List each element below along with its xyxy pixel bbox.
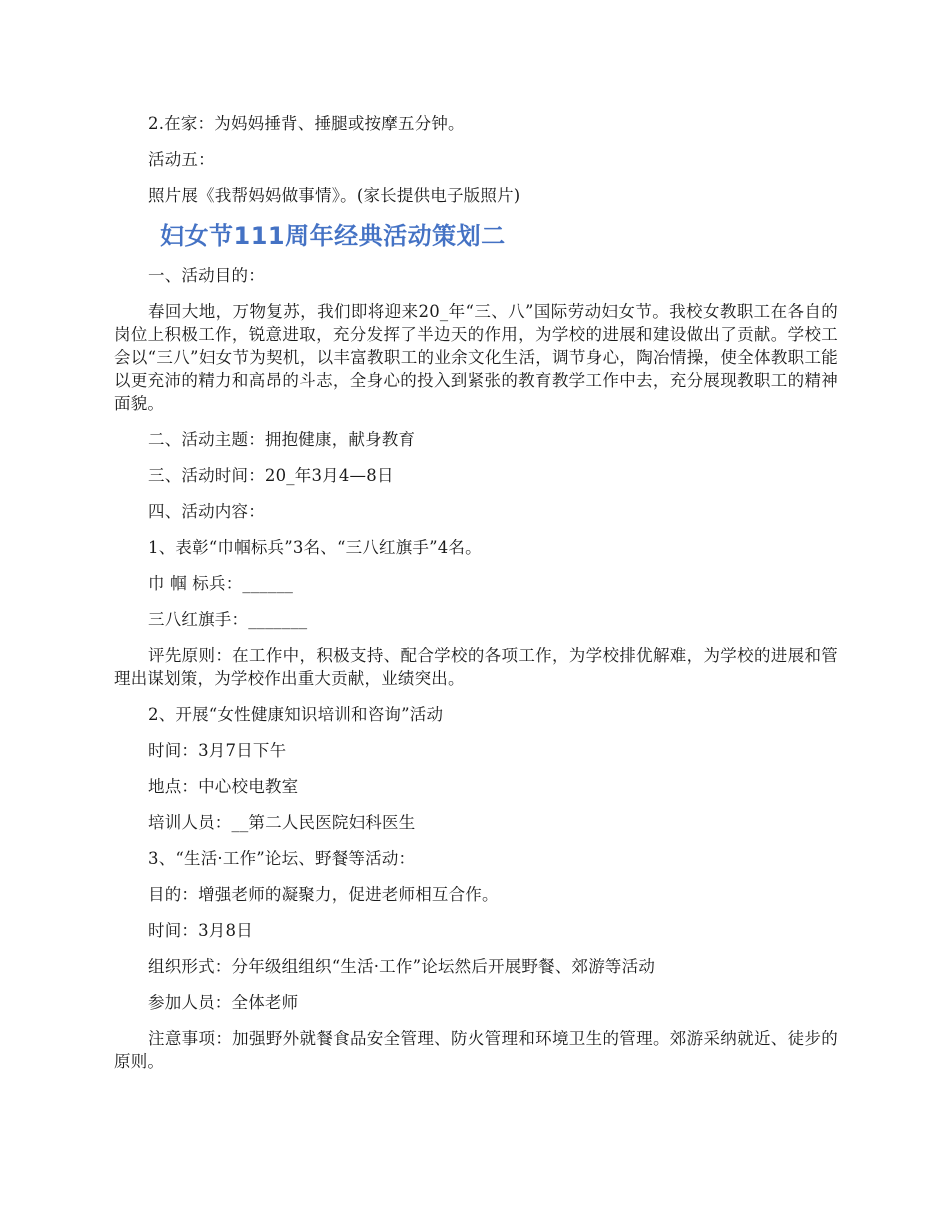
paragraph-content-title: 四、活动内容： [148,502,265,521]
paragraph-photo-exhibit: 照片展《我帮妈妈做事情》。(家长提供电子版照片) [148,186,521,205]
section-heading: 妇女节111周年经典活动策划二 [160,222,506,250]
paragraph-purpose-title: 一、活动目的： [148,266,265,285]
paragraph-purpose-body: 春回大地，万物复苏，我们即将迎来20_年“三、八”国际劳动妇女节。我校女教职工在各自的岗位上积极工作，锐意进取，充分发挥了半边天的作用，为学校的进展和建设做出了贡献。学校工会以“三八”妇女节为契机，以丰富教职工的业余文化生活，调节身心，陶冶情操，使全体教职工能以更充沛的精力和高昂的斗志，全身心的投入到紧张的教育教学工作中去，充分展现教职工的精神面貌。 [114,302,838,413]
paragraph-health-training: 2、开展“女性健康知识培训和咨询”活动 [148,705,444,724]
paragraph-commendation: 1、表彰“巾帼标兵”3名、“三八红旗手”4名。 [148,538,482,557]
paragraph-home-task: 2.在家：为妈妈捶背、捶腿或按摩五分钟。 [148,114,465,133]
paragraph-activity-five: 活动五： [148,150,215,169]
paragraph-model-worker-blank: 巾 帼 标兵：______ [148,574,294,593]
paragraph-precautions: 注意事项：加强野外就餐食品安全管理、防火管理和环境卫生的管理。郊游采纳就近、徒步的原则。 [114,1029,838,1071]
paragraph-theme: 二、活动主题：拥抱健康，献身教育 [148,430,416,449]
paragraph-forum-time: 时间：3月8日 [148,921,253,940]
paragraph-organization-form: 组织形式：分年级组组织“生活·工作”论坛然后开展野餐、郊游等活动 [148,957,656,976]
paragraph-training-staff: 培训人员：__第二人民医院妇科医生 [148,813,416,832]
paragraph-forum-picnic: 3、“生活·工作”论坛、野餐等活动： [148,849,416,868]
paragraph-forum-goal: 目的：增强老师的凝聚力，促进老师相互合作。 [148,885,499,904]
paragraph-training-time: 时间：3月7日下午 [148,741,287,760]
paragraph-selection-principle: 评先原则：在工作中，积极支持、配合学校的各项工作，为学校排优解难，为学校的进展和管理出谋划策，为学校作出重大贡献，业绩突出。 [114,646,838,688]
paragraph-time: 三、活动时间：20_年3月4—8日 [148,466,394,485]
paragraph-training-location: 地点：中心校电教室 [148,777,299,796]
paragraph-red-flag-blank: 三八红旗手：_______ [148,610,308,629]
paragraph-participants: 参加人员：全体老师 [148,993,299,1012]
